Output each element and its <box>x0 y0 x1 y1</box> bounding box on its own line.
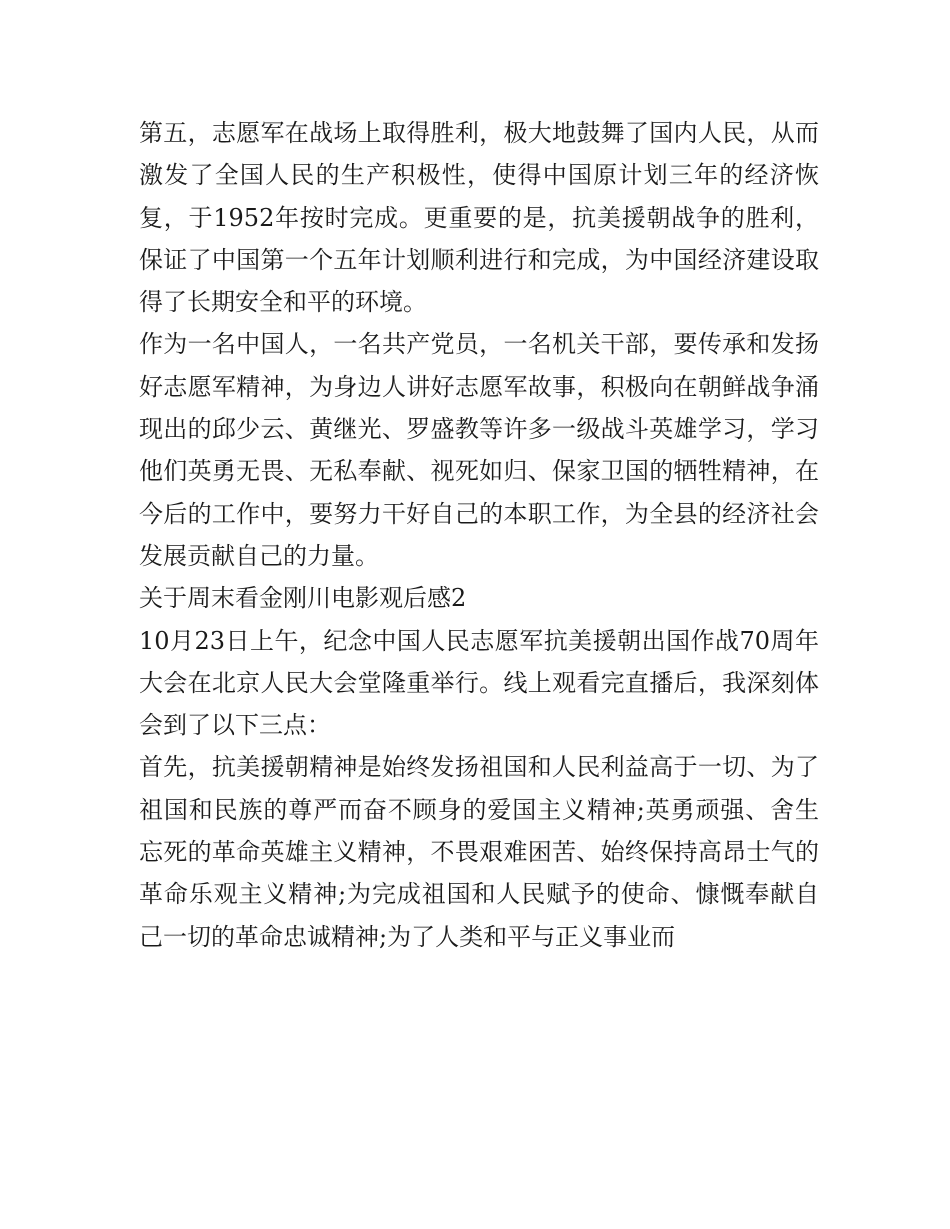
section-heading: 关于周末看金刚川电影观后感2 <box>139 584 467 613</box>
paragraph-volunteer-spirit: 作为一名中国人，一名共产党员，一名机关干部，要传承和发扬好志愿军精神，为身边人讲好志愿军故事，积极向在朝鲜战争涌现出的邱少云、黄继光、罗盛教等许多一级战斗英雄学习，学习他们英勇无畏、无私奉献、视死如归、保家卫国的牺牲精神，在今后的工作中，要努力干好自己的本职工作，为全县的经济社会发展贡献自己的力量。 <box>139 330 819 570</box>
paragraph-spirit-first: 首先，抗美援朝精神是始终发扬祖国和人民利益高于一切、为了祖国和民族的尊严而奋不顾身的爱国主义精神;英勇顽强、舍生忘死的革命英雄主义精神，不畏艰难困苦、始终保持高昂士气的革命乐观主义精神;为完成祖国和人民赋予的使命、慷慨奉献自己一切的革命忠诚精神;为了人类和平与正义事业而 <box>139 753 819 951</box>
paragraph-victory-economy: 第五，志愿军在战场上取得胜利，极大地鼓舞了国内人民，从而激发了全国人民的生产积极性，使得中国原计划三年的经济恢复，于1952年按时完成。更重要的是，抗美援朝战争的胜利，保证了中国第一个五年计划顺利进行和完成，为中国经济建设取得了长期安全和平的环境。 <box>139 119 819 317</box>
paragraph-anniversary-meeting: 10月23日上午，纪念中国人民志愿军抗美援朝出国作战70周年大会在北京人民大会堂隆重举行。线上观看完直播后，我深刻体会到了以下三点： <box>139 626 819 740</box>
document-page <box>139 112 819 958</box>
